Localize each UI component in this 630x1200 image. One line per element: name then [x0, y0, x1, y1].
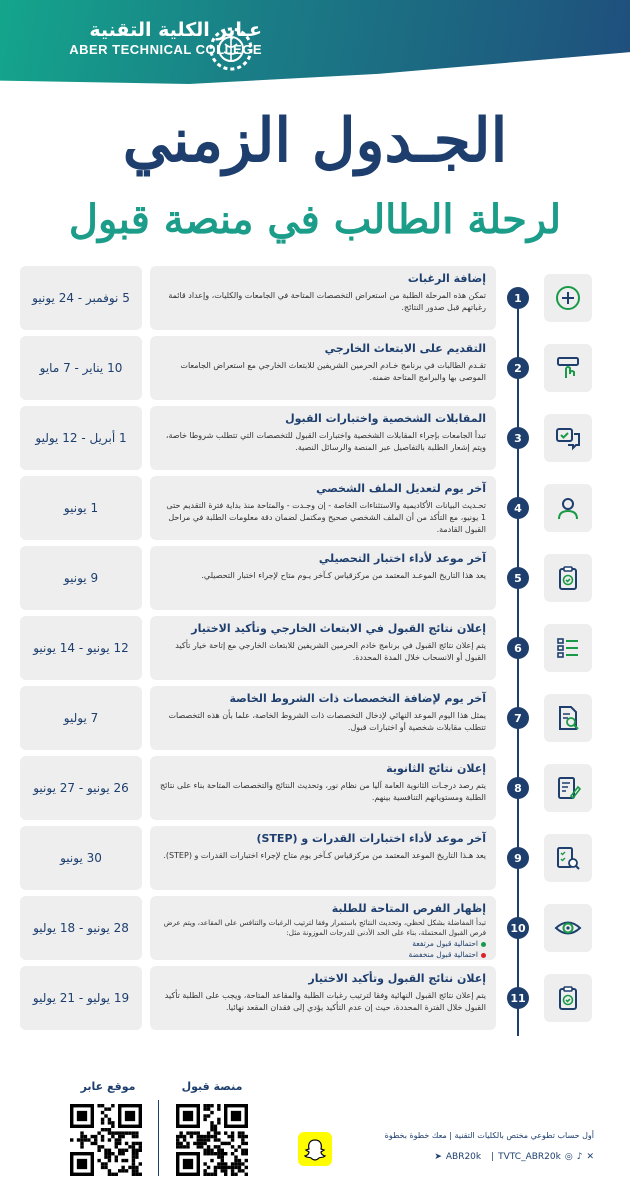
- step-number: 3: [507, 427, 529, 449]
- account-description: أول حساب تطوعي مختص بالكليات التقنية | معك خطوة بخطوة: [384, 1131, 594, 1140]
- instagram-icon[interactable]: ◎: [564, 1152, 573, 1162]
- timeline-item: [20, 756, 592, 820]
- step-icon-box: [544, 764, 592, 812]
- timeline-item: [20, 896, 592, 960]
- timeline-item-text: يتم إعلان نتائج القبول النهائية وفقا لترتيب رغبات الطلبة والمقاعد المتاحة، ويجب على الطلبة تأكيد القبول خلال الفترة المحددة، حيث إن عدم التأكيد يؤدي إلى فقدان المقعد نهائيا.: [164, 991, 486, 1012]
- timeline-date: 30 يونيو: [20, 826, 142, 890]
- timeline-date: 7 يوليو: [20, 686, 142, 750]
- timeline-description: [150, 476, 496, 540]
- document-edit-icon: [554, 774, 582, 802]
- timeline-item-text: يعد هذا التاريخ الموعـد المعتمد من مركزقياس كـآخر يـوم متاح لإجراء اختبار التحصيلي.: [201, 571, 486, 580]
- timeline-item-text: يعد هـذا التاريخ الموعد المعتمد من مركزقياس كـآخر يوم متاح لإجراء اختبارات القدرات و (STEP).: [163, 851, 486, 860]
- timeline-description: [150, 546, 496, 610]
- timeline-item: [20, 266, 592, 330]
- timeline-date: 10 يناير - 7 مايو: [20, 336, 142, 400]
- step-number: 1: [507, 287, 529, 309]
- timeline-date: 5 نوفمبر - 24 يونيو: [20, 266, 142, 330]
- step-icon-box: [544, 414, 592, 462]
- social-handles: [340, 1152, 594, 1162]
- step-number: 10: [507, 917, 529, 939]
- timeline-item: [20, 546, 592, 610]
- timeline-date: 19 يوليو - 21 يوليو: [20, 966, 142, 1030]
- x-icon[interactable]: ✕: [586, 1152, 594, 1162]
- step-icon-box: [544, 624, 592, 672]
- step-icon-box: [544, 274, 592, 322]
- user-icon: [554, 494, 582, 522]
- timeline-item-title: آخر موعد لأداء اختبارات القدرات و (STEP): [256, 832, 486, 845]
- step-number: 6: [507, 637, 529, 659]
- timeline-description: [150, 616, 496, 680]
- timeline-item-title: إعلان نتائج القبول في الابتعاث الخارجي وتأكيد الاختيار: [191, 622, 486, 635]
- timeline-date: 26 يونيو - 27 يونيو: [20, 756, 142, 820]
- step-number: 11: [507, 987, 529, 1009]
- step-icon-box: [544, 974, 592, 1022]
- timeline-item: [20, 686, 592, 750]
- step-number: 7: [507, 707, 529, 729]
- step-icon-box: [544, 834, 592, 882]
- timeline-description: [150, 756, 496, 820]
- eye-icon: [554, 914, 582, 942]
- timeline-item: [20, 336, 592, 400]
- high-chance-legend: [160, 938, 486, 949]
- document-search-icon: [554, 704, 582, 732]
- timeline-description: [150, 826, 496, 890]
- timeline-item: [20, 826, 592, 890]
- step-number: 5: [507, 567, 529, 589]
- qr-code-aber[interactable]: [70, 1104, 142, 1176]
- checklist-search-icon: [554, 844, 582, 872]
- timeline-item: [20, 476, 592, 540]
- step-number: 8: [507, 777, 529, 799]
- timeline-item-text: تقـدم الطالبات في برنامج خـادم الحرمين الشريفين للابتعاث الخارجي مع استعراض الجامعات الموصى بها والبرامج المتاحة ضمنه.: [180, 361, 486, 382]
- timeline-description: [150, 966, 496, 1030]
- timeline-item-text: يتم إعلان نتائج القبول في برنامج خادم الحرمين الشريفين للابتعاث الخارجي مع إتاحة خيار تأكيد القبول أو الانسحاب خلال المدة المحددة.: [175, 641, 486, 662]
- qr-code-qabool[interactable]: [176, 1104, 248, 1176]
- list-icon: [554, 634, 582, 662]
- timeline-item-title: آخر يوم لتعديل الملف الشخصي: [316, 482, 486, 495]
- timeline-item-title: إضافة الرغبات: [407, 272, 486, 285]
- step-number: 9: [507, 847, 529, 869]
- clipboard-check-icon: [554, 564, 582, 592]
- timeline-date: 9 يونيو: [20, 546, 142, 610]
- step-icon-box: [544, 344, 592, 392]
- timeline-description: [150, 406, 496, 470]
- timeline-item-text: تبدأ الجامعات بإجراء المقابلات الشخصية واختبارات القبول للتخصصات التي تتطلب شروطا خاصة، ويتم إشعار الطلبة بالتفاصيل عبر المنصة والرسائل النصية.: [165, 431, 486, 452]
- timeline-description: [150, 686, 496, 750]
- page-subtitle: لرحلة الطالب في منصة قبول: [68, 196, 562, 243]
- chat-check-icon: [554, 424, 582, 452]
- timeline-description: [150, 336, 496, 400]
- timeline-item: [20, 616, 592, 680]
- timeline-item-text: تمكن هذه المرحلة الطلبة من استعراض التخصصات المتاحة في الجامعات والكليات، وإعداد قائمة رغباتهم قبل صدور النتائج.: [168, 291, 486, 312]
- timeline-item-title: إعلان نتائج القبول وتأكيد الاختيار: [308, 972, 486, 985]
- timeline-item-text: يمثل هذا اليوم الموعد النهائي لإدخال التخصصات ذات الشروط الخاصة، علما بأن هذه التخصصات تتطلب مقابلات شخصية أو اختبارات قبول.: [168, 711, 486, 732]
- tiktok-icon[interactable]: ♪: [576, 1152, 583, 1162]
- step-number: 4: [507, 497, 529, 519]
- timeline-item-title: المقابلات الشخصية واختبارات القبول: [285, 412, 486, 425]
- timeline-date: 1 يونيو: [20, 476, 142, 540]
- timeline-description: [150, 266, 496, 330]
- brand-name-ar: عـابر الكلية التقنية: [89, 19, 262, 41]
- timeline-item: [20, 966, 592, 1030]
- timeline-date: 1 أبريل - 12 يوليو: [20, 406, 142, 470]
- timeline-item-title: التقديم على الابتعاث الخارجي: [324, 342, 486, 355]
- separator: |: [491, 1152, 495, 1162]
- step-icon-box: [544, 694, 592, 742]
- timeline-item-title: آخر يوم لإضافة التخصصات ذات الشروط الخاصة: [229, 692, 486, 705]
- timeline-item-title: إظهار الفرص المتاحة للطلبة: [331, 902, 486, 915]
- timeline-item-title: إعلان نتائج الثانوية: [386, 762, 486, 775]
- telegram-icon[interactable]: ➤: [434, 1152, 442, 1162]
- footer-divider: [158, 1100, 159, 1176]
- plus-circle-icon: [554, 284, 582, 312]
- low-chance-legend: [160, 949, 486, 960]
- timeline-item: [20, 406, 592, 470]
- handle-abr20k[interactable]: ABR20k: [445, 1152, 482, 1162]
- step-icon-box: [544, 904, 592, 952]
- low-chance-label: احتمالية قبول منخفضة: [408, 950, 478, 959]
- timeline-date: 28 يونيو - 18 يوليو: [20, 896, 142, 960]
- clipboard-check-icon: [554, 984, 582, 1012]
- college-logo-icon: [206, 24, 256, 74]
- timeline-item-text: تبدأ المفاضلة بشكل لحظي، وتحديث النتائج باستمرار وفقا لترتيب الرغبات والتنافس على المقاعد، ويتم عرض فرص القبول المحتملة، بناء على الحد الأدنى للدرجات الموزونة مثل:: [163, 918, 486, 937]
- page-title: الجـدول الزمني: [122, 106, 508, 176]
- step-icon-box: [544, 554, 592, 602]
- qr-label-qabool: منصة قبول: [181, 1080, 243, 1093]
- step-number: 2: [507, 357, 529, 379]
- timeline-item-text: يتم رصد درجـات الثانوية العامة آليا من نظام نور، وتحديث النتائج والتخصصات المتاحة بناء على نتائج الطلبة ومستوياتهم التنافسية بينهم.: [159, 781, 486, 802]
- high-chance-label: احتمالية قبول مرتفعة: [412, 939, 478, 948]
- qr-label-aber: موقع عابر: [80, 1080, 136, 1093]
- timeline-date: 12 يونيو - 14 يونيو: [20, 616, 142, 680]
- timeline-item-text: تحـديث البيانات الأكاديمية والاستثناءات الخاصة - إن وجـدت - والمتاحة منذ بداية فترة التقديم حتى 1 يونيو، مع التأكد من أن الملف الشخصي صحيح ومكتمل لضمان دقة معلومات الطلبة في مراحل القبول القادمة.: [166, 501, 486, 534]
- timeline-item-title: آخر موعد لأداء اختبار التحصيلي: [318, 552, 486, 565]
- brand-name-en: ABER TECHNICAL COLLEGE: [69, 42, 262, 57]
- handle-tvtc[interactable]: TVTC_ABR20k: [498, 1152, 561, 1162]
- timeline-description: [150, 896, 496, 960]
- step-icon-box: [544, 484, 592, 532]
- touch-card-icon: [554, 354, 582, 382]
